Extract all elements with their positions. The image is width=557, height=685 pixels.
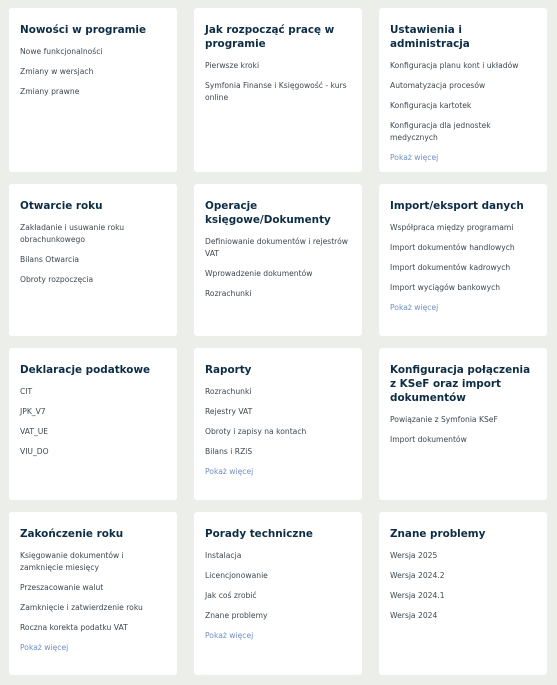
topic-link[interactable]: VAT_UE <box>20 427 49 436</box>
topic-link[interactable]: Import dokumentów handlowych <box>390 243 515 252</box>
topic-link[interactable]: Pierwsze kroki <box>205 61 260 70</box>
topic-card-title[interactable]: Ustawienia i administracja <box>390 24 470 50</box>
topic-link[interactable]: Zamknięcie i zatwierdzenie roku <box>20 602 143 612</box>
topic-card-title[interactable]: Operacje księgowe/Dokumenty <box>205 200 331 226</box>
topic-card-title[interactable]: Raporty <box>205 364 252 376</box>
topic-link[interactable]: Wprowadzenie dokumentów <box>205 268 313 278</box>
help-topics-grid <box>9 8 547 675</box>
topic-card-znane-problemy <box>379 512 547 675</box>
topic-link[interactable]: Instalacja <box>205 551 242 560</box>
topic-card-otwarcie-roku <box>9 184 177 336</box>
topic-link[interactable]: Zmiany prawne <box>20 87 80 96</box>
topic-link[interactable]: Licencjonowanie <box>205 571 268 580</box>
topic-link-list <box>20 46 166 98</box>
topic-link-list <box>20 550 166 633</box>
topic-link[interactable]: Jak coś zrobić <box>205 591 257 600</box>
topic-link[interactable]: Wersja 2024 <box>390 611 438 620</box>
topic-card-porady-techniczne <box>194 512 362 675</box>
topic-card-title[interactable]: Konfiguracja połączenia z KSeF oraz import dokumentów <box>390 364 531 404</box>
topic-link[interactable]: Zmiany w wersjach <box>20 67 94 76</box>
topic-link-list <box>390 60 536 143</box>
topic-link[interactable]: Wersja 2025 <box>390 551 438 560</box>
topic-link[interactable]: Obroty i zapisy na kontach <box>205 427 307 436</box>
topic-link[interactable]: Wersja 2024.1 <box>390 591 445 600</box>
topic-link-list <box>205 60 351 103</box>
topic-link-list <box>390 414 536 446</box>
topic-link[interactable]: Konfiguracja planu kont i układów <box>390 61 519 70</box>
topic-link[interactable]: Rozrachunki <box>205 288 252 298</box>
topic-card-title[interactable]: Import/eksport danych <box>390 200 524 212</box>
topic-card-deklaracje-podatkowe <box>9 348 177 500</box>
topic-link-list <box>205 550 351 622</box>
topic-link[interactable]: Wersja 2024.2 <box>390 571 445 580</box>
topic-link[interactable]: Obroty rozpoczęcia <box>20 274 94 284</box>
topic-link[interactable]: Nowe funkcjonalności <box>20 47 103 56</box>
topic-card-title[interactable]: Otwarcie roku <box>20 200 103 212</box>
topic-card-import-eksport-danych <box>379 184 547 336</box>
topic-link[interactable]: Powiązanie z Symfonia KSeF <box>390 415 498 424</box>
show-more-link[interactable]: Pokaż więcej <box>20 642 69 652</box>
topic-link[interactable]: VIU_DO <box>20 447 49 456</box>
topic-link-list <box>20 386 166 458</box>
topic-link[interactable]: CIT <box>20 387 33 396</box>
topic-link[interactable]: Symfonia Finanse i Księgowość - kurs online <box>205 81 347 102</box>
topic-card-title[interactable]: Znane problemy <box>390 528 486 540</box>
topic-link[interactable]: Bilans i RZiS <box>205 447 253 456</box>
topic-link[interactable]: Księgowanie dokumentów i zamknięcie miesięcy <box>20 551 124 572</box>
show-more-link[interactable]: Pokaż więcej <box>205 467 254 476</box>
show-more-link[interactable]: Pokaż więcej <box>390 303 439 312</box>
topic-card-nowosci-w-programie <box>9 8 177 172</box>
topic-link[interactable]: Import wyciągów bankowych <box>390 283 501 292</box>
topic-card-title[interactable]: Deklaracje podatkowe <box>20 364 151 376</box>
topic-link-list <box>205 236 351 299</box>
topic-card-operacje-ksiegowe-dokumenty <box>194 184 362 336</box>
topic-card-title[interactable]: Zakończenie roku <box>20 528 124 540</box>
topic-card-ustawienia-i-administracja <box>379 8 547 172</box>
topic-link-list <box>390 222 536 294</box>
topic-link-list <box>390 550 536 622</box>
topic-card-title[interactable]: Jak rozpocząć pracę w programie <box>205 24 335 50</box>
topic-link[interactable]: Import dokumentów kadrowych <box>390 263 511 272</box>
topic-link[interactable]: Przeszacowanie walut <box>20 582 104 592</box>
topic-link[interactable]: Automatyzacja procesów <box>390 81 486 90</box>
topic-link[interactable]: Import dokumentów <box>390 435 467 444</box>
topic-link[interactable]: Roczna korekta podatku VAT <box>20 622 128 632</box>
topic-card-zakonczenie-roku <box>9 512 177 675</box>
show-more-link[interactable]: Pokaż więcej <box>390 152 439 162</box>
topic-link-list <box>205 386 351 458</box>
topic-card-title[interactable]: Porady techniczne <box>205 528 313 540</box>
topic-link-list <box>20 222 166 285</box>
topic-link[interactable]: JPK_V7 <box>20 407 46 416</box>
topic-link[interactable]: Znane problemy <box>205 611 268 620</box>
topic-link[interactable]: Konfiguracja kartotek <box>390 101 472 110</box>
topic-link[interactable]: Rozrachunki <box>205 387 252 396</box>
topic-link[interactable]: Rejestry VAT <box>205 407 253 416</box>
topic-link[interactable]: Bilans Otwarcia <box>20 254 79 264</box>
show-more-link[interactable]: Pokaż więcej <box>205 631 254 640</box>
topic-link[interactable]: Konfiguracja dla jednostek medycznych <box>390 121 491 142</box>
topic-card-raporty <box>194 348 362 500</box>
topic-card-konfiguracja-polaczenia-z-ksef-oraz-import-dokumentow <box>379 348 547 500</box>
topic-link[interactable]: Definiowanie dokumentów i rejestrów VAT <box>205 237 348 258</box>
topic-card-jak-rozpoczac-prace-w-programie <box>194 8 362 172</box>
topic-link[interactable]: Współpraca między programami <box>390 223 514 232</box>
topic-card-title[interactable]: Nowości w programie <box>20 24 147 36</box>
topic-link[interactable]: Zakładanie i usuwanie roku obrachunkowego <box>20 223 125 244</box>
